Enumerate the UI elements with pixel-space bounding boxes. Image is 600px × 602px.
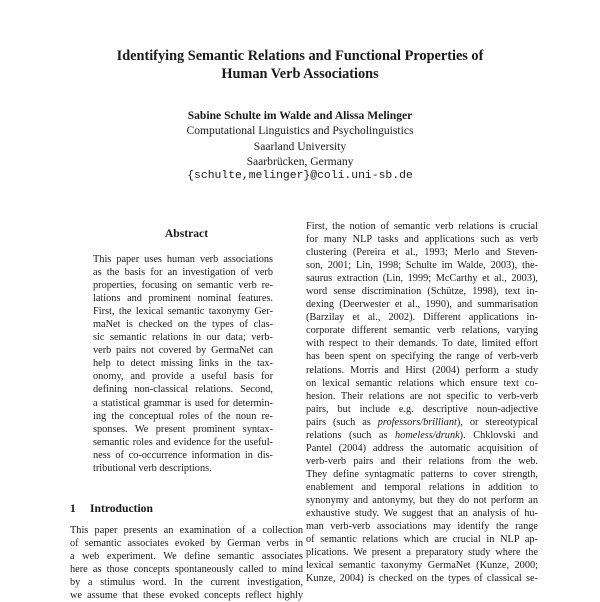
text-line: pairs, but include e.g. descriptive noun-adjective — [306, 403, 538, 415]
text-line: saurus extraction (Lin, 1999; McCarthy et al., 2003), — [306, 273, 538, 285]
text-line: son, 2001; Lin, 1998; Schulte im Walde, 2003), the- — [306, 260, 538, 272]
text-line: enablement and temporal relations in addition to — [306, 481, 538, 493]
text-line: exhaustive study. We suggest that an analysis of hu- — [306, 508, 538, 520]
text-line: properties, focusing on semantic verb re- — [93, 280, 273, 292]
right-column-body — [306, 220, 538, 585]
text-line: lexical semantic taxonymy GermaNet (Kunze, 2000; — [306, 560, 538, 572]
text-line: of semantic relations which are crucial in NLP ap- — [306, 534, 538, 546]
text-line: a statistical grammar is used for determin- — [93, 397, 273, 409]
affiliation-line: Saarbrücken, Germany — [246, 154, 354, 168]
text-line: we assume that these evoked concepts reflect highly — [70, 590, 303, 602]
text-line: word sense discrimination (Schütze, 1998), text in- — [306, 286, 538, 298]
text-line: maNet is checked on the types of clas- — [93, 319, 273, 331]
section-number: 1 — [70, 502, 76, 515]
section-heading-introduction — [70, 502, 153, 515]
text-line: semantic roles and evidence for the useful- — [93, 436, 273, 448]
text-line: pairs (such as professors/brilliant), or stereotypical — [306, 416, 538, 428]
text-line: of semantic associates evoked by German verbs in — [70, 538, 303, 550]
text-line: verb pairs not covered by GermaNet can — [93, 345, 273, 357]
abstract-body — [93, 253, 273, 475]
text-line: sponses. We present prominent syntax- — [93, 423, 273, 435]
text-line: (Barzilay et al., 2002). Different applications in- — [306, 312, 538, 324]
text-line: has been spent on specifying the range of verb-verb — [306, 351, 538, 363]
text-line: dexing (Deerwester et al., 1990), and summarisation — [306, 299, 538, 311]
text-line: First, the notion of semantic verb relations is crucial — [306, 221, 538, 232]
text-line: help to detect missing links in the tax- — [93, 358, 273, 370]
text-line: man verb-verb associations may identify the range — [306, 521, 538, 533]
text-line: relations. Morris and Hirst (2004) perform a study — [306, 364, 538, 376]
text-line: lations and prominent nominal features. — [93, 293, 273, 305]
text-line: onomy, and provide a useful basis for — [93, 371, 273, 383]
text-line: First, the lexical semantic taxonymy Ger- — [93, 306, 273, 318]
affiliation-line: Saarland University — [253, 139, 347, 153]
section-title: Introduction — [90, 502, 153, 515]
text-line: hesion. Their relations are not specific to verb-verb — [306, 390, 538, 402]
introduction-body — [70, 524, 303, 602]
text-line: tributional verb descriptions. — [93, 462, 212, 474]
text-line: relations (such as homeless/drunk). Chklovski and — [306, 429, 539, 441]
text-line: with respect to their demands. To date, limited effort — [306, 338, 538, 350]
text-line: They define syntagmatic patterns to cover strength, — [306, 468, 538, 480]
text-line: for many NLP tasks and applications such as verb — [306, 234, 538, 246]
text-line: synonymy and antonymy, but they do not perform an — [306, 494, 538, 506]
author-email: {schulte,melinger}@coli.uni-sb.de — [187, 170, 413, 183]
text-line: Kunze, 2004) is checked on the types of classical se- — [306, 573, 538, 585]
text-line: ing the conceptual roles of the noun re- — [93, 410, 273, 422]
text-line: corporate different semantic verb relations, varying — [306, 325, 538, 337]
text-line: as the basis for an investigation of verb — [93, 267, 273, 279]
author-names: Sabine Schulte im Walde and Alissa Melinger — [187, 109, 413, 122]
paper-title — [0, 48, 600, 83]
text-line: a web experiment. We define semantic associates — [70, 551, 303, 563]
text-line: defining non-classical relations. Second, — [93, 384, 273, 396]
text-line: This paper presents an examination of a collection — [70, 525, 303, 536]
text-line: verb-verb pairs and their relations from the web. — [306, 455, 538, 467]
text-line: by a stimulus word. In the current investigation, — [70, 577, 303, 589]
affiliation-line: Computational Linguistics and Psycholinguistics — [186, 124, 414, 138]
text-line: clustering (Pereira et al., 1993; Merlo and Steven- — [306, 247, 538, 259]
text-line: sic semantic relations in our data; verb- — [93, 332, 273, 344]
abstract-heading: Abstract — [164, 227, 209, 240]
text-line: on lexical semantic relations which ensure text co- — [306, 377, 538, 389]
text-line: This paper uses human verb associations — [93, 254, 273, 265]
text-line: ness of co-occurrence information in dis- — [93, 449, 273, 461]
author-block — [0, 108, 600, 184]
title-line: Human Verb Associations — [221, 65, 379, 82]
text-line: plications. We present a preparatory study where the — [306, 547, 538, 559]
text-line: Pantel (2004) address the automatic acquisition of — [306, 442, 538, 454]
title-line: Identifying Semantic Relations and Functional Properties of — [116, 48, 484, 64]
text-line: here as those concepts spontaneously called to mind — [70, 564, 303, 576]
